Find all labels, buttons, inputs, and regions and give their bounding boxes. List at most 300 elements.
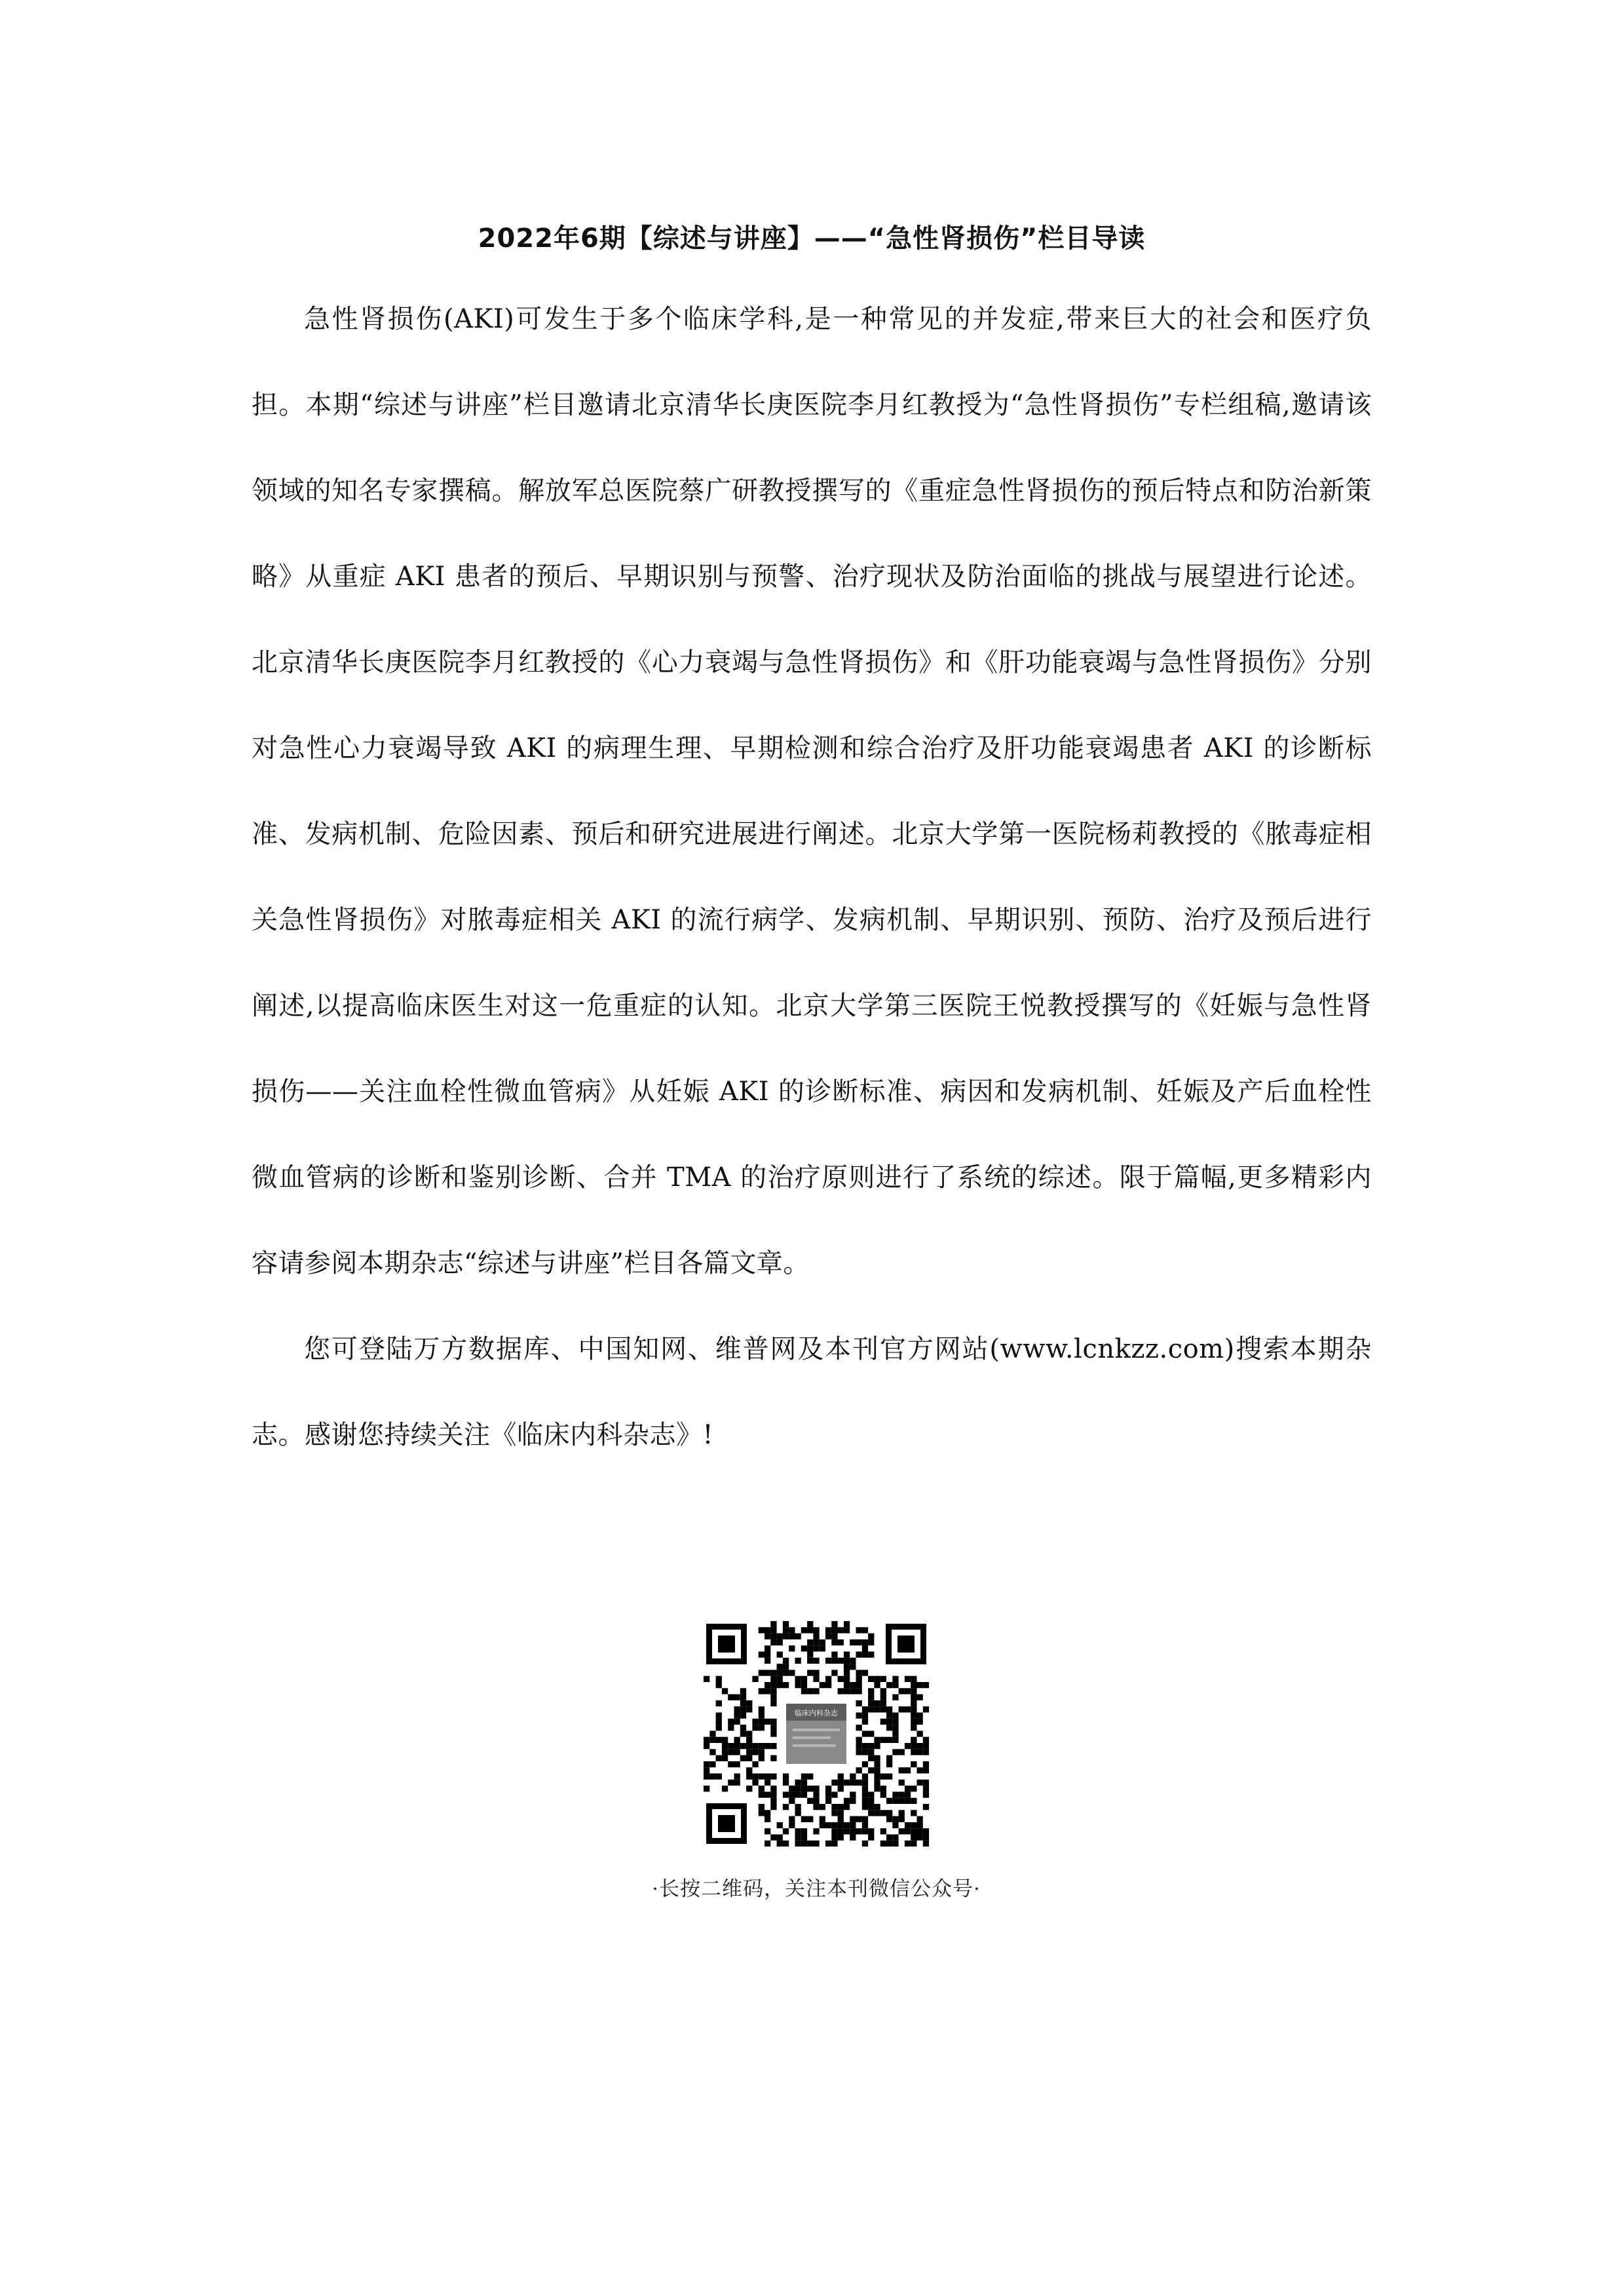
qr-module xyxy=(770,1719,776,1725)
qr-module xyxy=(905,1767,911,1773)
qr-module xyxy=(899,1780,905,1786)
qr-module xyxy=(789,1791,795,1797)
qr-module xyxy=(899,1791,905,1797)
qr-module xyxy=(831,1621,837,1627)
qr-module xyxy=(880,1719,886,1725)
qr-finder-top-right xyxy=(886,1624,926,1664)
qr-module xyxy=(892,1822,898,1828)
qr-module xyxy=(831,1634,837,1639)
wechat-qr-code[interactable] xyxy=(701,1618,932,1849)
qr-module xyxy=(905,1822,911,1828)
qr-module xyxy=(759,1713,765,1719)
qr-module xyxy=(807,1688,813,1694)
qr-module xyxy=(759,1627,765,1633)
qr-module xyxy=(868,1706,874,1712)
qr-module xyxy=(911,1682,916,1688)
qr-module xyxy=(789,1634,795,1639)
qr-module xyxy=(844,1652,850,1658)
qr-module xyxy=(770,1694,776,1700)
qr-module xyxy=(911,1743,916,1749)
qr-module xyxy=(765,1627,770,1633)
qr-module xyxy=(813,1828,819,1834)
qr-module xyxy=(807,1658,813,1664)
qr-module xyxy=(856,1652,862,1658)
qr-module xyxy=(770,1786,776,1791)
qr-module xyxy=(807,1786,813,1791)
qr-module xyxy=(831,1835,837,1841)
qr-module xyxy=(905,1706,911,1712)
qr-module xyxy=(820,1822,825,1828)
qr-module xyxy=(795,1810,801,1816)
qr-module xyxy=(789,1645,795,1651)
qr-module xyxy=(716,1725,722,1731)
qr-module xyxy=(862,1706,868,1712)
qr-module xyxy=(728,1725,734,1731)
qr-module xyxy=(709,1749,715,1755)
qr-module xyxy=(923,1780,929,1786)
qr-module xyxy=(770,1634,776,1639)
qr-module xyxy=(838,1627,844,1633)
qr-module xyxy=(752,1719,758,1725)
qr-module xyxy=(777,1682,783,1688)
qr-module xyxy=(923,1761,929,1767)
qr-module xyxy=(862,1639,868,1645)
qr-module xyxy=(759,1804,765,1810)
qr-module xyxy=(850,1828,856,1834)
qr-module xyxy=(886,1798,892,1804)
qr-module xyxy=(844,1682,850,1688)
qr-module xyxy=(722,1786,728,1791)
qr-module xyxy=(868,1694,874,1700)
qr-module xyxy=(838,1688,844,1694)
qr-module xyxy=(880,1694,886,1700)
qr-module xyxy=(801,1645,807,1651)
qr-module xyxy=(831,1822,837,1828)
qr-module xyxy=(825,1676,831,1682)
qr-module xyxy=(801,1786,807,1791)
qr-module xyxy=(801,1780,807,1786)
qr-module xyxy=(886,1719,892,1725)
qr-module xyxy=(759,1670,765,1675)
qr-module xyxy=(765,1780,770,1786)
qr-module xyxy=(734,1743,740,1749)
qr-module xyxy=(746,1767,752,1773)
qr-module xyxy=(716,1737,722,1743)
qr-module xyxy=(862,1786,868,1791)
qr-module xyxy=(831,1828,837,1834)
qr-module xyxy=(789,1670,795,1675)
qr-module xyxy=(770,1743,776,1749)
qr-module xyxy=(709,1774,715,1780)
qr-module xyxy=(844,1688,850,1694)
qr-module xyxy=(734,1761,740,1767)
qr-module xyxy=(807,1621,813,1627)
qr-module xyxy=(746,1737,752,1743)
qr-module xyxy=(722,1755,728,1761)
qr-module xyxy=(746,1706,752,1712)
qr-module xyxy=(856,1670,862,1675)
qr-module xyxy=(886,1810,892,1816)
qr-module xyxy=(831,1670,837,1675)
qr-module xyxy=(813,1627,819,1633)
qr-module xyxy=(777,1652,783,1658)
qr-module xyxy=(813,1645,819,1651)
qr-module xyxy=(862,1774,868,1780)
qr-module xyxy=(856,1828,862,1834)
qr-module xyxy=(752,1761,758,1767)
qr-module xyxy=(838,1810,844,1816)
qr-module xyxy=(722,1749,728,1755)
qr-module xyxy=(813,1841,819,1846)
qr-module xyxy=(856,1749,862,1755)
qr-module xyxy=(807,1652,813,1658)
qr-module xyxy=(716,1676,722,1682)
qr-module xyxy=(862,1645,868,1651)
qr-module xyxy=(844,1676,850,1682)
access-paragraph: 您可登陆万方数据库、中国知网、维普网及本刊官方网站(www.lcnkzz.com)搜索本期杂志。感谢您持续关注《临床内科杂志》! xyxy=(252,1334,1372,1450)
qr-module xyxy=(813,1798,819,1804)
article-body xyxy=(252,277,1372,1478)
qr-module xyxy=(765,1634,770,1639)
qr-module xyxy=(728,1719,734,1725)
qr-module xyxy=(886,1835,892,1841)
qr-logo-text: 临床内科杂志 xyxy=(795,1709,838,1717)
qr-module xyxy=(923,1786,929,1791)
qr-module xyxy=(874,1743,880,1749)
qr-module xyxy=(850,1639,856,1645)
qr-module xyxy=(765,1791,770,1797)
qr-module xyxy=(765,1645,770,1651)
qr-module xyxy=(862,1743,868,1749)
qr-module xyxy=(704,1743,709,1749)
qr-module xyxy=(759,1791,765,1797)
qr-module xyxy=(770,1791,776,1797)
qr-module xyxy=(838,1780,844,1786)
qr-module xyxy=(917,1749,923,1755)
qr-module xyxy=(905,1676,911,1682)
qr-module xyxy=(899,1816,905,1822)
qr-module xyxy=(795,1804,801,1810)
qr-module xyxy=(801,1791,807,1797)
qr-module xyxy=(777,1841,783,1846)
qr-module xyxy=(765,1816,770,1822)
qr-module xyxy=(911,1822,916,1828)
qr-module xyxy=(923,1804,929,1810)
qr-module xyxy=(911,1828,916,1834)
qr-module xyxy=(838,1828,844,1834)
qr-module xyxy=(886,1774,892,1780)
qr-module xyxy=(856,1713,862,1719)
qr-module xyxy=(777,1634,783,1639)
qr-module xyxy=(923,1749,929,1755)
qr-module xyxy=(716,1719,722,1725)
qr-module xyxy=(923,1791,929,1797)
qr-module xyxy=(709,1731,715,1736)
qr-module xyxy=(868,1798,874,1804)
qr-module xyxy=(917,1719,923,1725)
qr-module xyxy=(820,1804,825,1810)
qr-module xyxy=(862,1804,868,1810)
qr-module xyxy=(880,1774,886,1780)
qr-module xyxy=(923,1737,929,1743)
qr-module xyxy=(765,1774,770,1780)
qr-module xyxy=(838,1774,844,1780)
qr-module xyxy=(856,1700,862,1706)
qr-module xyxy=(807,1627,813,1633)
qr-module xyxy=(765,1719,770,1725)
qr-module xyxy=(734,1774,740,1780)
qr-module xyxy=(770,1700,776,1706)
qr-module xyxy=(765,1828,770,1834)
qr-module xyxy=(874,1804,880,1810)
qr-module xyxy=(850,1791,856,1797)
qr-module xyxy=(807,1645,813,1651)
qr-module xyxy=(850,1664,856,1670)
qr-module xyxy=(917,1767,923,1773)
qr-module xyxy=(892,1694,898,1700)
qr-module xyxy=(716,1774,722,1780)
qr-module xyxy=(850,1682,856,1688)
qr-module xyxy=(807,1816,813,1822)
qr-module xyxy=(783,1621,789,1627)
qr-finder-top-left xyxy=(706,1624,747,1664)
qr-module xyxy=(722,1743,728,1749)
qr-module xyxy=(862,1719,868,1725)
qr-module xyxy=(746,1786,752,1791)
qr-module xyxy=(892,1725,898,1731)
qr-module xyxy=(734,1713,740,1719)
qr-module xyxy=(777,1676,783,1682)
qr-module xyxy=(759,1719,765,1725)
qr-module xyxy=(752,1774,758,1780)
qr-module xyxy=(862,1798,868,1804)
qr-module xyxy=(868,1791,874,1797)
qr-module xyxy=(899,1767,905,1773)
qr-module xyxy=(759,1749,765,1755)
qr-module xyxy=(783,1804,789,1810)
qr-module xyxy=(716,1713,722,1719)
qr-module xyxy=(917,1694,923,1700)
qr-module xyxy=(740,1755,746,1761)
qr-module xyxy=(813,1804,819,1810)
qr-module xyxy=(795,1791,801,1797)
qr-module xyxy=(911,1676,916,1682)
qr-module xyxy=(844,1780,850,1786)
qr-module xyxy=(856,1676,862,1682)
qr-module xyxy=(880,1786,886,1791)
qr-module xyxy=(923,1743,929,1749)
qr-finder-bottom-left xyxy=(706,1803,747,1844)
qr-module xyxy=(759,1743,765,1749)
qr-module xyxy=(911,1749,916,1755)
qr-module xyxy=(831,1780,837,1786)
qr-module xyxy=(770,1676,776,1682)
qr-module xyxy=(783,1682,789,1688)
qr-module xyxy=(917,1828,923,1834)
qr-module xyxy=(892,1791,898,1797)
qr-module xyxy=(759,1786,765,1791)
qr-module xyxy=(765,1670,770,1675)
qr-module xyxy=(740,1731,746,1736)
qr-module xyxy=(801,1816,807,1822)
qr-module xyxy=(874,1810,880,1816)
qr-module xyxy=(862,1670,868,1675)
qr-module xyxy=(831,1639,837,1645)
qr-module xyxy=(874,1774,880,1780)
qr-module xyxy=(886,1682,892,1688)
qr-module xyxy=(777,1835,783,1841)
qr-module xyxy=(783,1658,789,1664)
qr-module xyxy=(740,1700,746,1706)
qr-module xyxy=(905,1688,911,1694)
qr-module xyxy=(844,1627,850,1633)
qr-module xyxy=(911,1725,916,1731)
qr-module xyxy=(831,1810,837,1816)
qr-module xyxy=(759,1774,765,1780)
qr-module xyxy=(874,1700,880,1706)
qr-module xyxy=(862,1816,868,1822)
qr-module xyxy=(770,1835,776,1841)
qr-module xyxy=(868,1835,874,1841)
qr-module xyxy=(886,1755,892,1761)
qr-module xyxy=(795,1682,801,1688)
qr-module xyxy=(850,1688,856,1694)
qr-module xyxy=(746,1774,752,1780)
qr-module xyxy=(856,1688,862,1694)
qr-module xyxy=(850,1774,856,1780)
qr-module xyxy=(892,1676,898,1682)
qr-module xyxy=(770,1627,776,1633)
qr-module xyxy=(923,1828,929,1834)
qr-module xyxy=(770,1639,776,1645)
qr-module xyxy=(838,1835,844,1841)
qr-module xyxy=(856,1743,862,1749)
qr-module xyxy=(825,1634,831,1639)
qr-module xyxy=(874,1737,880,1743)
qr-module xyxy=(820,1816,825,1822)
qr-module xyxy=(728,1780,734,1786)
qr-module xyxy=(917,1682,923,1688)
qr-module xyxy=(868,1634,874,1639)
qr-module xyxy=(923,1767,929,1773)
qr-module xyxy=(844,1822,850,1828)
qr-module xyxy=(807,1670,813,1675)
qr-module xyxy=(905,1791,911,1797)
qr-module xyxy=(752,1743,758,1749)
qr-module xyxy=(728,1761,734,1767)
qr-module xyxy=(801,1627,807,1633)
qr-module xyxy=(838,1816,844,1822)
qr-module xyxy=(770,1774,776,1780)
qr-module xyxy=(709,1761,715,1767)
qr-module xyxy=(880,1688,886,1694)
qr-module xyxy=(813,1634,819,1639)
qr-module xyxy=(831,1804,837,1810)
qr-caption: ·长按二维码，关注本刊微信公众号· xyxy=(652,1877,981,1901)
qr-module xyxy=(704,1761,709,1767)
qr-module xyxy=(789,1816,795,1822)
qr-module xyxy=(856,1767,862,1773)
qr-module xyxy=(923,1835,929,1841)
qr-module xyxy=(899,1828,905,1834)
qr-module xyxy=(716,1700,722,1706)
qr-module xyxy=(746,1731,752,1736)
qr-module xyxy=(844,1670,850,1675)
qr-module xyxy=(795,1658,801,1664)
qr-module xyxy=(838,1786,844,1791)
qr-module xyxy=(874,1767,880,1773)
qr-module xyxy=(789,1786,795,1791)
qr-module xyxy=(795,1786,801,1791)
qr-module xyxy=(825,1658,831,1664)
qr-module xyxy=(917,1780,923,1786)
qr-module xyxy=(825,1682,831,1688)
qr-module xyxy=(917,1822,923,1828)
qr-module xyxy=(892,1835,898,1841)
qr-module xyxy=(899,1810,905,1816)
qr-module xyxy=(917,1816,923,1822)
qr-module xyxy=(905,1828,911,1834)
qr-module xyxy=(759,1706,765,1712)
qr-module xyxy=(868,1652,874,1658)
qr-module xyxy=(850,1798,856,1804)
qr-module xyxy=(831,1841,837,1846)
qr-module xyxy=(874,1786,880,1791)
qr-module xyxy=(868,1749,874,1755)
qr-module xyxy=(911,1706,916,1712)
qr-module xyxy=(892,1731,898,1736)
qr-module xyxy=(868,1755,874,1761)
qr-module xyxy=(801,1835,807,1841)
qr-module xyxy=(874,1761,880,1767)
qr-module xyxy=(856,1682,862,1688)
qr-module xyxy=(892,1713,898,1719)
qr-module xyxy=(765,1841,770,1846)
qr-module xyxy=(868,1676,874,1682)
qr-module xyxy=(886,1737,892,1743)
qr-module xyxy=(795,1780,801,1786)
qr-module xyxy=(874,1682,880,1688)
qr-module xyxy=(899,1798,905,1804)
qr-module xyxy=(892,1682,898,1688)
qr-module xyxy=(886,1816,892,1822)
qr-module xyxy=(862,1791,868,1797)
qr-module xyxy=(795,1676,801,1682)
qr-module xyxy=(740,1688,746,1694)
qr-module xyxy=(838,1804,844,1810)
qr-module xyxy=(783,1774,789,1780)
qr-module xyxy=(801,1682,807,1688)
qr-module xyxy=(856,1627,862,1633)
qr-module xyxy=(807,1639,813,1645)
qr-module xyxy=(868,1688,874,1694)
qr-module xyxy=(911,1713,916,1719)
qr-module xyxy=(716,1682,722,1688)
qr-module xyxy=(759,1755,765,1761)
qr-module xyxy=(789,1822,795,1828)
qr-module xyxy=(905,1798,911,1804)
qr-module xyxy=(795,1634,801,1639)
qr-module xyxy=(880,1828,886,1834)
qr-module xyxy=(734,1719,740,1725)
qr-module xyxy=(783,1828,789,1834)
qr-module xyxy=(777,1822,783,1828)
qr-module xyxy=(911,1737,916,1743)
qr-module xyxy=(765,1810,770,1816)
qr-module xyxy=(722,1737,728,1743)
qr-module xyxy=(704,1786,709,1791)
qr-module xyxy=(868,1700,874,1706)
